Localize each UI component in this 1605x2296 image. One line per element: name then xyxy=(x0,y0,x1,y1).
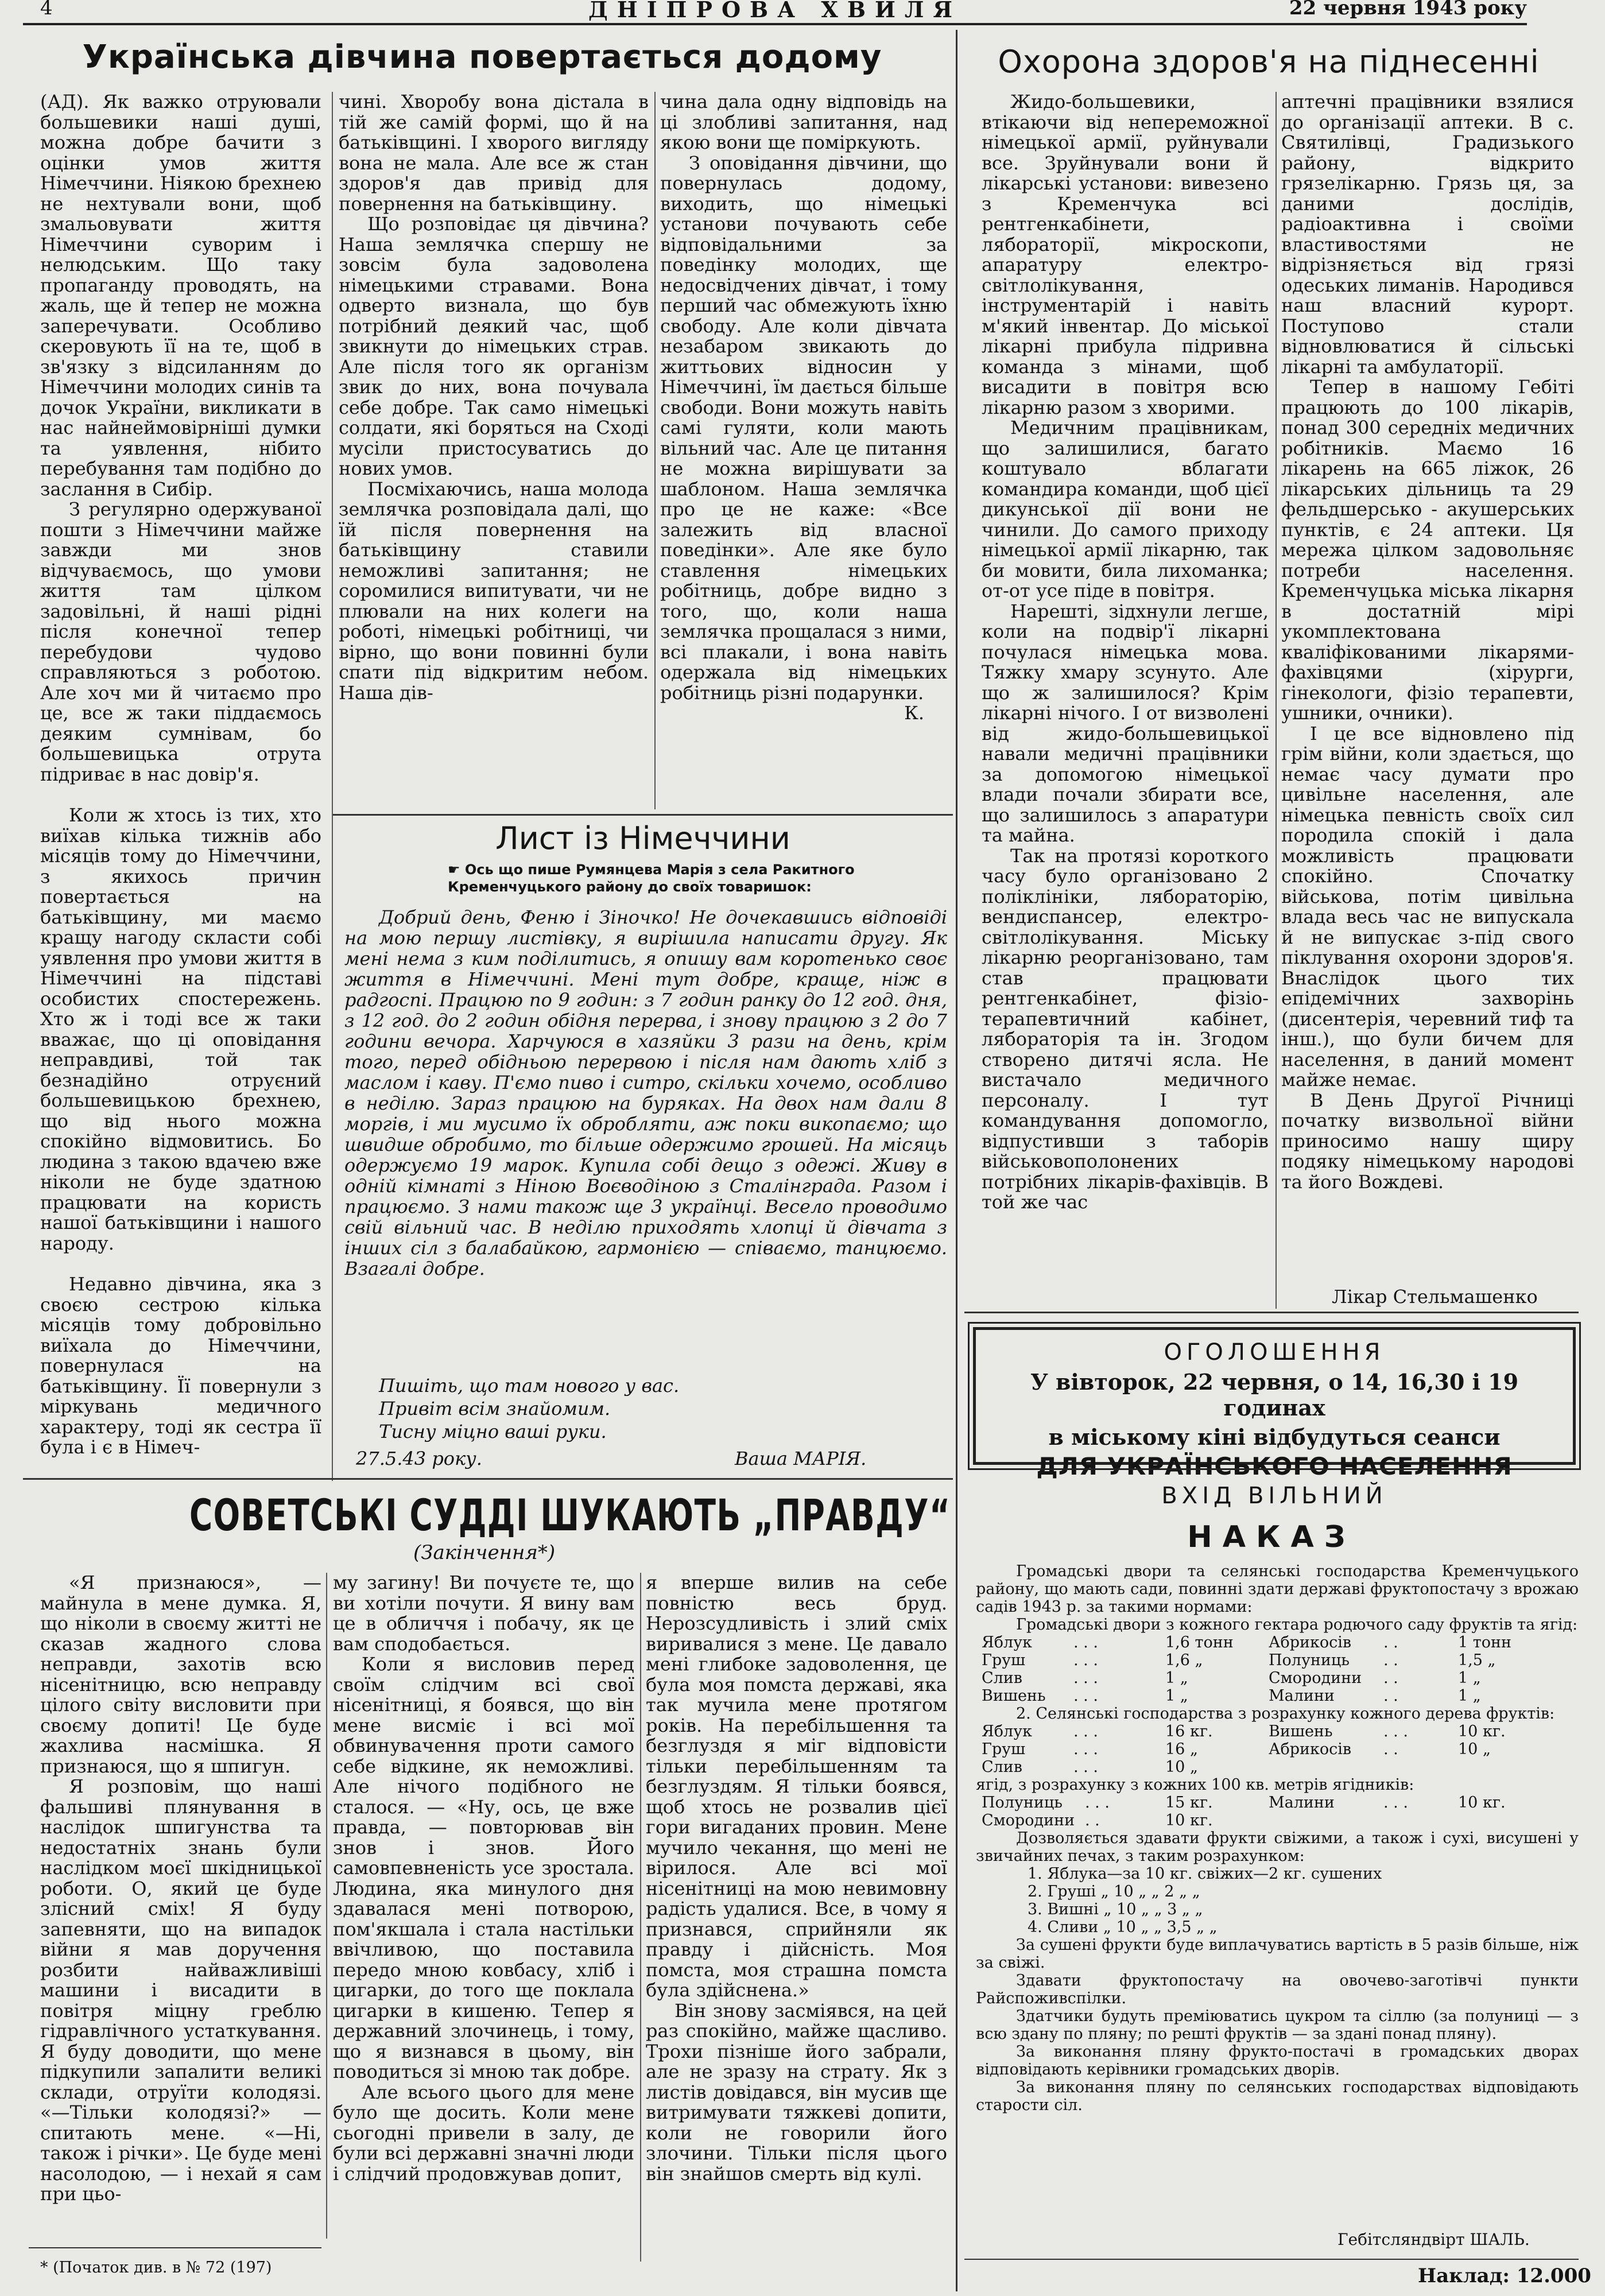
article3-col2 xyxy=(333,1573,634,2262)
table-cell: . . . xyxy=(1085,1794,1110,1812)
table-cell: . . xyxy=(1085,1812,1100,1829)
letter-title: Лист із Німеччини xyxy=(495,820,790,856)
article1-title: Українська дівчина повертається додому xyxy=(82,38,882,76)
main-column-divider xyxy=(956,30,957,2291)
page-number: 4 xyxy=(40,0,53,20)
article2-col2 xyxy=(1281,92,1574,1286)
paragraph: му загину! Ви почуєте те, що ви хотіли почути. Я вину вам це в обличчя і побачу, як це вам сподобається. xyxy=(333,1573,634,1655)
table-cell: . . . xyxy=(1073,1687,1098,1705)
order-signature: Гебітсляндвірт ШАЛЬ. xyxy=(1338,2230,1530,2249)
table-cell xyxy=(1458,1812,1538,1829)
table-cell: Яблук xyxy=(982,1634,1032,1651)
table-cell: . . . xyxy=(1383,1794,1408,1812)
table-cell: Слив xyxy=(982,1669,1023,1687)
quota-table-2 xyxy=(976,1723,1579,1776)
table-cell: 1,5 „ xyxy=(1458,1651,1496,1669)
article1-col1 xyxy=(40,92,321,1475)
table-cell: . . . xyxy=(1073,1651,1098,1669)
paragraph: Але всього цього для мене було ще досить. Коли мене сьогодні привели в залу, де були всі державні значні люди і слідчий продовжував допит, xyxy=(333,2081,634,2185)
paragraph: Посміхаючись, наша молода землячка розповідала далі, що їй після повернення на батьківщину ставили неможливі запитання; не соромилися випитувати, чи не плювали на них колеги на роботі, німецькі робітниці, чи вірно, що вони повинні були спати під відкритим небом. Наша дів- xyxy=(339,478,649,704)
paragraph: З регулярно одержуваної пошти з Німеччини майже завжди ми знов відчуваємось, що умови життя там цілком задовільні, й наші рідні після конечної тепер перебудови чудово справляються з роботою. Але хоч ми й читаємо про це, все ж таки піддаємось деяким сумнівам, бо большевицька отрута підриває в нас довір'я. xyxy=(40,498,321,785)
table-cell: Смородини xyxy=(982,1812,1075,1829)
paragraph: аптечні працівники взялися до організації аптеки. В с. Святилівці, Градизького району, відкрито грязелікарню. Грязь ця, за даними дослідів, радіоактивна і своїми властивостями не відрізняється від грязі одеських лиманів. Народився наш власний курорт. Поступово стали відновлюватися й сільські лікарні та амбулаторії. xyxy=(1281,92,1574,378)
order-p1: Громадські двори з кожного гектара родючого саду фруктів та ягід: xyxy=(1016,1616,1578,1634)
order-p5: За сушені фрукти буде виплачуватись вартість в 5 разів більше, ніж за свіжі. xyxy=(976,1936,1579,1972)
table-cell: Слив xyxy=(982,1758,1023,1776)
letter-closing-1: Пишіть, що там нового у вас. xyxy=(379,1375,680,1397)
table-cell: 1. Яблука—за 10 кг. свіжих—2 кг. сушених xyxy=(1028,1865,1382,1883)
table-cell xyxy=(1269,1758,1383,1776)
column-rule xyxy=(326,1573,327,2239)
cinema-notice xyxy=(973,1327,1576,1509)
letter-date: 27.5.43 року. xyxy=(356,1448,482,1469)
paragraph: І це все відновлено під грім війни, коли здається, що немає часу думати про цивільне населення, але німецька певність своїх сил породила спокій і дала можливість працювати спокійно. Спочатку військова, потім цивільна влада весь час не випускала й не випускає з-під свого піклування охорони здоров'я. Внаслідок цього тих епідемічних захворінь (дисентерія, черевний тиф та інш.), що були бичем для населення, в даний момент майже немає. xyxy=(1281,722,1574,1091)
table-cell: 15 кг. xyxy=(1165,1794,1213,1812)
paragraph: «Я признаюся», — майнула в мене думка. Я, що ніколи в своєму житті не сказав жадного слова неправди, захотів всю нісенітницю, всю неправду цілого світу висловити при своєму допиті! Це буде жахлива насмішка. Я признаюся, що я шпигун. xyxy=(40,1573,321,1777)
article3-title: СОВЕТСЬКІ СУДДІ ШУКАЮТЬ „ПРАВДУ“ xyxy=(189,1490,951,1541)
notice-line1: У вівторок, 22 червня, о 14, 16,30 і 19 годинах xyxy=(1030,1369,1519,1421)
column-rule xyxy=(332,92,333,1481)
paragraph: Жидо-большевики, втікаючи від непереможної німецької армії, руйнували все. Зруйнували вони й лікарські установи: вивезено з Кременчука всі рентгенкабінети, лябораторії, мікроскопи, апаратуру електро-світлолікування, інструментарій і навіть м'який інвентар. До міської лікарні прибула підривна команда з мінами, щоб висадити в повітря всю лікарню разом з хворими. xyxy=(982,92,1269,418)
order-p7: Здатчики будуть преміюватись цукром та сіллю (за полуниці — з всю здану по пляну; по решті фруктів — за здані понад пляну). xyxy=(976,2007,1579,2043)
order-p9: За виконання пляну по селянських господарствах відповідають старости сіл. xyxy=(976,2078,1579,2114)
column-rule xyxy=(640,1573,641,2262)
table-cell: 1 „ xyxy=(1458,1687,1481,1705)
paragraph: чині. Хворобу вона дістала в тій же самій формі, що й на батьківщині. І хворого вигляду вона не мала. Але все ж стан здоров'я дав привід для повернення на батьківщину. xyxy=(339,92,649,215)
table-cell: . . xyxy=(1383,1634,1398,1651)
article3-col3 xyxy=(646,1573,947,2262)
paragraph: (АД). Як важко отруювали большевики наші душі, можна добре бачити з оцінки умов життя Німеччини. Ніякою брехнею не нехтували вони, щоб змальовувати життя Німеччини суворим і нелюдським. Що таку пропаганду проводять, на жаль, ще й тепер не можна заперечувати. Особливо скеровують її на те, щоб в зв'язку з відсиланням до Німеччини молодих синів та дочок України, викликати в нас найнеймовірніші думки та уявлення, нібито перебування там подібно до заслання в Сибір. xyxy=(40,92,321,500)
order-p6: Здавати фруктопостачу на овочево-заготівчі пункти Райспоживспілки. xyxy=(976,1972,1579,2007)
table-cell: 1,6 „ xyxy=(1165,1651,1203,1669)
table-cell: 1 „ xyxy=(1165,1687,1188,1705)
table-cell: 10 „ xyxy=(1165,1758,1198,1776)
table-cell: . . xyxy=(1383,1669,1398,1687)
letter-paragraph: Добрий день, Феню і Зіночко! Не дочекавшись відповіді на мою першу листівку, я вирішила написати другу. Як мені нема з ким поділитись, я опишу вам коротенько своє життя в Німеччині. Мені тут добре, краще, ніж в радгоспі. Працюю по 9 годин: з 7 годин ранку до 12 год. дня, з 12 год. до 2 годин обідня перерва, і знову працюю з 2 до 7 години вечора. Харчуюся в хазяйки 3 рази на день, крім того, перед обідньою перервою і після нам дають хліб з маслом і каву. П'ємо пиво і ситро, скільки хочемо, особливо в неділю. Зараз працюю на буряках. На двох нам дали 8 моргів, і ми мусимо їх обробляти, аж поки викопаємо; що швидше обробимо, то більше одержимо грошей. На місяць одержуємо 19 марок. Купила собі дещо з одежі. Живу в одній кімнаті з Ніною Воєводіною з Сталінграда. Разом і працюємо. З нами також ще 3 українці. Весело проводимо свій вільний час. В неділю приходять хлопці й дівчата з інших сіл з балабайкою, гармонією — співаємо, танцюємо. Взагалі добре. xyxy=(344,907,947,1279)
pointer-icon: ☛ xyxy=(448,862,465,878)
order-title: НАКАЗ xyxy=(1187,1520,1356,1554)
table-cell: . . . xyxy=(1073,1634,1098,1651)
table-cell: . . . xyxy=(1073,1758,1098,1776)
notice-line3: ДЛЯ УКРАЇНСЬКОГО НАСЕЛЕННЯ xyxy=(1036,1452,1513,1480)
table-cell: 10 кг. xyxy=(1165,1812,1213,1829)
section-rule xyxy=(333,814,953,816)
letter-intro xyxy=(448,861,953,895)
paragraph: чина дала одну відповідь на ці злобливі запитання, над якою вони ще поміркують. xyxy=(660,92,947,153)
footnote-rule xyxy=(29,2247,321,2248)
table-cell: 10 „ xyxy=(1458,1740,1491,1758)
section-rule xyxy=(23,1478,953,1480)
table-cell: Полуниць xyxy=(982,1794,1063,1812)
letter-closing-3: Тисну міцно ваші руки. xyxy=(379,1421,607,1442)
table-cell: Вишень xyxy=(1269,1723,1333,1740)
paragraph: Нарешті, зідхнули легше, коли на подвір'ї лікарні почулася німецька мова. Тяжку хмару зсунуто. Але що ж залишилося? Крім лікарні нічого. І от визволені від жидо-большевицької навали медичні працівники за допомогою німецької влади почали збирати все, що залишилось з апаратури та майна. xyxy=(982,600,1269,846)
table-cell xyxy=(1269,1812,1383,1829)
table-cell: Смородини xyxy=(1269,1669,1362,1687)
paragraph: Я розповім, що наші фальшиві плянування в наслідок шпигунства та недостатніх знань були наслідком моєї шкідницької роботи. О, який це буде злісний сміх! Я буду запевняти, що на випадок війни я мав доручення розбити найважливіші машини і висадити в повітря міцну греблю гідравлічного устаткування. Я буду доводити, що мене підкупили запалити великі склади, отруїти колодязі. «—Тільки колодязі?» — спитають мене. «—Ні, також і річки». Це буде мені насолодою, — і нехай я сам при цьо- xyxy=(40,1775,321,2205)
table-cell xyxy=(1383,1812,1458,1829)
order-p3: ягід, з розрахунку з кожних 100 кв. метрів ягідників: xyxy=(976,1776,1414,1794)
paper-name: ДНІПРОВА ХВИЛЯ xyxy=(588,0,962,22)
table-cell: Абрикосів xyxy=(1269,1634,1352,1651)
table-cell: 1 тонн xyxy=(1458,1634,1511,1651)
drying-table xyxy=(976,1865,1579,1936)
circulation: Наклад: 12.000 xyxy=(1418,2264,1591,2287)
table-cell: . . . xyxy=(1073,1740,1098,1758)
table-cell: 2. Груші „ 10 „ „ 2 „ „ xyxy=(1028,1883,1200,1901)
table-cell: Малини xyxy=(1269,1687,1335,1705)
table-cell: Малини xyxy=(1269,1794,1335,1812)
article2-signature: Лікар Стельмашенко xyxy=(1332,1286,1538,1308)
table-cell: . . xyxy=(1383,1740,1398,1758)
table-cell xyxy=(1458,1758,1538,1776)
notice-heading: ОГОЛОШЕННЯ xyxy=(1164,1339,1385,1366)
paragraph: Так на протязі короткого часу було організовано 2 поліклініки, лябораторію, вендиспансер, електро-світлолікування. Міську лікарню реорганізовано, там став працювати рентгенкабінет, фізіо-терапевтичний кабінет, лябораторія та ін. Згодом створено дитячі ясла. Не вистачало медичного персоналу. І тут командування допомогло, відпустивши з таборів військовополонених потрібних лікарів-фахівців. В той же час xyxy=(982,844,1269,1213)
order-p4: Дозволяється здавати фрукти свіжими, а також і сухі, висушені у звичайних печах, з таким розрахунком: xyxy=(976,1829,1579,1865)
order-p2: 2. Селянські господарства з розрахунку кожного дерева фруктів: xyxy=(1016,1705,1555,1723)
column-rule xyxy=(1276,92,1277,1309)
paragraph: я вперше вилив на себе повністю весь бруд. Нерозсудливість і злий сміх виривалися з мене. Це давало мені глибоке задоволення, це була моя помста державі, яка так мучила мене протягом років. На перебільшення та безглуздя я міг відповісти тільки перебільшенням та безглуздям. Я тільки боявся, щоб хтось не розвалив цієї гори вигаданих провин. Мене мучило чекання, що мені не вірилося. Але всі мої нісенітниці на мою невимовну радість удалися. Все, в чому я признався, сприйняли як правду і дійсність. Моя помста, моя страшна помста була здійснена.» xyxy=(646,1573,947,2001)
letter-closing-2: Привіт всім знайомим. xyxy=(379,1398,611,1420)
article3-col1 xyxy=(40,1573,321,2239)
notice-line2: в міському кіні відбудуться сеанси xyxy=(1048,1424,1501,1450)
order-body xyxy=(976,1562,1579,2245)
table-cell: 1,6 тонн xyxy=(1165,1634,1234,1651)
table-cell: 1 „ xyxy=(1458,1669,1481,1687)
table-cell xyxy=(1383,1758,1458,1776)
table-cell: . . . xyxy=(1073,1723,1098,1740)
quota-table-1 xyxy=(976,1634,1579,1705)
section-rule xyxy=(964,1312,1579,1313)
issue-date: 22 червня 1943 року xyxy=(1289,0,1527,20)
table-cell: Груш xyxy=(982,1740,1026,1758)
order-intro: Громадські двори та селянські господарства Кременчуцького району, що мають сади, повинні здати державі фруктопостачу з врожаю садів 1943 р. за такими нормами: xyxy=(976,1562,1579,1616)
paragraph: Тепер в нашому Гебіті працюють до 100 лікарів, понад 300 середніх медичних робітників. Маємо 16 лікарень на 665 ліжок, 26 лікарських дільниць та 29 фельдшерсько - акушерських пунктів, є 24 аптеки. Ця мережа цілком задовольняє потреби населення. Кременчуцька міська лікарня в достатній мірі укомплектована кваліфікованими лікарями-фахівцями (хірурги, гінекологи, фізіо терапевти, ушники, очники). xyxy=(1281,376,1574,724)
paragraph: Він знову засміявся, на цей раз спокійно, майже щасливо. Трохи пізніше його забрали, але не зразу на страту. Як з листів довідався, він мусив ще витримувати тяжкеві допити, коли не говорили його злочини. Тільки після цього він знайшов смерть від кулі. xyxy=(646,1999,947,2185)
table-cell: . . xyxy=(1383,1687,1398,1705)
paragraph: З оповідання дівчини, що повернулась додому, виходить, що німецькі установи почувають себе відповідальними за поведінку молодих, ще недосвідчених дівчат, і тому перший час обмежують їхню свободу. Але коли дівчата незабаром звикають до життьових відносин у Німеччині, їм дається більше свободи. Вони можуть навіть самі гуляти, коли мають вільний час. Але це питання не можна вирішувати за шаблоном. Наша землячка про це не каже: «Все залежить від власної поведінки». Але яке було ставлення німецьких робітниць, добре видно з того, що, коли наша землячка прощалася з ними, всі плакали, і вона навіть одержала від німецьких робітниць різні подарунки. xyxy=(660,152,947,704)
table-cell: . . . xyxy=(1383,1723,1408,1740)
order-p8: За виконання пляну фрукто-постачі в громадських дворах відповідають керівники громадських дворів. xyxy=(976,2043,1579,2078)
masthead xyxy=(23,0,1527,23)
table-cell: Яблук xyxy=(982,1723,1032,1740)
article2-title: Охорона здоров'я на піднесенні xyxy=(998,44,1540,80)
article1-col3 xyxy=(660,92,947,809)
table-cell: . . . xyxy=(1073,1669,1098,1687)
table-cell: 1 „ xyxy=(1165,1669,1188,1687)
article1-signature: К. xyxy=(904,702,924,724)
table-cell: 16 „ xyxy=(1165,1740,1198,1758)
quota-table-3 xyxy=(976,1794,1579,1829)
table-cell: 10 кг. xyxy=(1458,1794,1506,1812)
section-rule xyxy=(964,2259,1579,2260)
table-cell: Груш xyxy=(982,1651,1026,1669)
notice-line4: ВХІД ВІЛЬНИЙ xyxy=(1161,1483,1387,1509)
table-cell: Абрикосів xyxy=(1269,1740,1352,1758)
table-cell: 3. Вишні „ 10 „ „ 3 „ „ xyxy=(1028,1901,1203,1918)
letter-signature: Ваша МАРІЯ. xyxy=(735,1448,867,1469)
article3-subtitle: (Закінчення*) xyxy=(413,1541,556,1564)
article2-col1 xyxy=(982,92,1269,1309)
table-cell: . . xyxy=(1383,1651,1398,1669)
article1-col2 xyxy=(339,92,649,809)
paragraph: Коли я висловив перед своїм слідчим всі свої нісенітниці, я боявся, що він мене висміє і всі мої обвинувачення проти самого себе відкине, як неможливі. Але нічого подібного не сталося. — «Ну, ось, це вже правда, — повторював він знов і знов. Його самовпевненість усе зростала. Людина, яка минулого дня здавалася мені потворою, пом'якшала і стала настільки ввічливою, що поставила передо мною ковбасу, хліб і цигарки, до того ще поклала цигарки в кишеню. Тепер я державний злочинець, і тому, що я визнався в цьому, він поводиться зі мною так добре. xyxy=(333,1653,634,2082)
letter-body xyxy=(344,907,947,1366)
letter-intro-text: Ось що пише Румянцева Марія з села Ракитного Кременчуцького району до своїх товаришок: xyxy=(448,862,855,895)
table-cell: 4. Сливи „ 10 „ „ 3,5 „ „ xyxy=(1028,1918,1218,1936)
table-cell: Полуниць xyxy=(1269,1651,1350,1669)
paragraph: Коли ж хтось із тих, хто виїхав кілька тижнів або місяців тому до Німеччини, з якихось причин повертається на батьківщину, ми маємо кращу нагоду скласти собі уявлення про умови життя в Німеччині на підставі особистих спостережень. Хто ж і тоді все ж таки вважає, що ці оповідання неправдиві, той так безнадійно отруєний большевицькою брехнею, що від нього можна спокійно відмовитись. Бо людина з такою вдачею вже ніколи не буде здатною працювати на користь нашої батьківщини і нашого народу. xyxy=(40,804,321,1254)
column-rule xyxy=(654,92,656,809)
article3-footnote: * (Початок див. в № 72 (197) xyxy=(40,2259,272,2276)
paragraph: В День Другої Річниці початку визвольної війни приносимо нашу щиру подяку німецькому народові та його Вождеві. xyxy=(1281,1089,1574,1193)
table-cell: Вишень xyxy=(982,1687,1046,1705)
table-cell: 16 кг. xyxy=(1165,1723,1213,1740)
paragraph: Недавно дівчина, яка з своєю сестрою кілька місяців тому добровільно виїхала до Німеччини, повернулася на батьківщину. Її повернули з міркувань медичного характеру, тоді як сестра її була і є в Німеч- xyxy=(40,1273,321,1458)
paragraph: Медичним працівникам, що залишилися, багато коштувало вблагати командира команди, щоб цієї дикунської дії вони не чинили. До самого приходу німецької армії лікарню, так би мовити, била лихоманка; от-от усе піде в повітря. xyxy=(982,417,1269,602)
table-cell: 10 кг. xyxy=(1458,1723,1506,1740)
paragraph: Що розповідає ця дівчина? Наша землячка спершу не зовсім була задоволена німецькими стравами. Вона одверто визнала, що був потрібний деякий час, щоб звикнути до німецьких страв. Але після того як організм звик до них, вона почувала себе добре. Так само німецькі солдати, які боряться на Сході мусіли пристосуватись до нових умов. xyxy=(339,213,649,479)
masthead-rule xyxy=(23,23,1527,25)
